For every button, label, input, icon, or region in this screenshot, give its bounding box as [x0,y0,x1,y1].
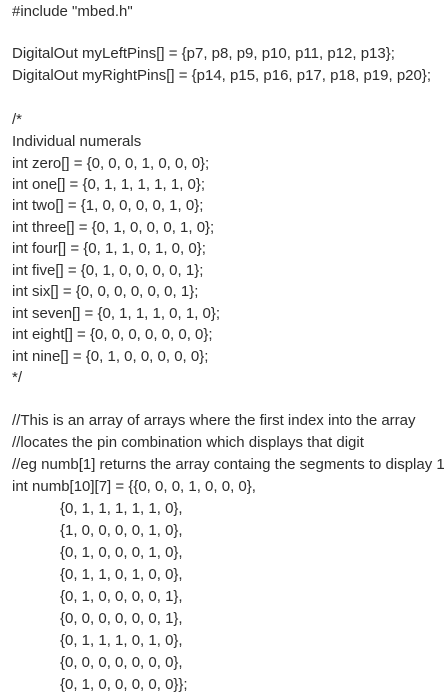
array-row-last: {0, 1, 0, 0, 0, 0, 0}}; [60,676,188,693]
code-line-nine: int nine[] = {0, 1, 0, 0, 0, 0, 0}; [12,348,209,365]
code-line-three: int three[] = {0, 1, 0, 0, 0, 1, 0}; [12,219,215,236]
comment-heading: Individual numerals [12,133,142,150]
code-line-eight: int eight[] = {0, 0, 0, 0, 0, 0, 0}; [12,326,213,343]
array-row: {1, 0, 0, 0, 0, 1, 0}, [60,522,183,539]
array-row: {0, 1, 1, 1, 1, 1, 0}, [60,500,183,517]
code-line-four: int four[] = {0, 1, 1, 0, 1, 0, 0}; [12,240,206,257]
array-row: {0, 1, 1, 1, 0, 1, 0}, [60,632,183,649]
code-line-six: int six[] = {0, 0, 0, 0, 0, 0, 1}; [12,283,199,300]
comment-line-1: //This is an array of arrays where the first index into the array [12,412,416,429]
code-line-two: int two[] = {1, 0, 0, 0, 0, 1, 0}; [12,197,204,214]
array-row: {0, 0, 0, 0, 0, 0, 1}, [60,610,183,627]
code-line-numb-declaration: int numb[10][7] = {{0, 0, 0, 1, 0, 0, 0}, [12,478,256,495]
code-line-zero: int zero[] = {0, 0, 0, 1, 0, 0, 0}; [12,155,210,172]
code-line-right-pins: DigitalOut myRightPins[] = {p14, p15, p16, p17, p18, p19, p20}; [12,67,432,84]
code-document [12,0,447,693]
code-line-seven: int seven[] = {0, 1, 1, 1, 0, 1, 0}; [12,305,221,322]
comment-line-3: //eg numb[1] returns the array containg the segments to display 1 [12,456,445,473]
comment-open: /* [12,111,23,128]
array-row: {0, 0, 0, 0, 0, 0, 0}, [60,654,183,671]
code-line-five: int five[] = {0, 1, 0, 0, 0, 0, 1}; [12,262,204,279]
array-row: {0, 1, 1, 0, 1, 0, 0}, [60,566,183,583]
comment-close: */ [12,369,23,386]
code-line-include: #include "mbed.h" [12,3,133,20]
code-line-one: int one[] = {0, 1, 1, 1, 1, 1, 0}; [12,176,206,193]
comment-line-2: //locates the pin combination which displays that digit [12,434,364,451]
code-line-left-pins: DigitalOut myLeftPins[] = {p7, p8, p9, p10, p11, p12, p13}; [12,45,395,62]
array-row: {0, 1, 0, 0, 0, 0, 1}, [60,588,183,605]
array-row: {0, 1, 0, 0, 0, 1, 0}, [60,544,183,561]
